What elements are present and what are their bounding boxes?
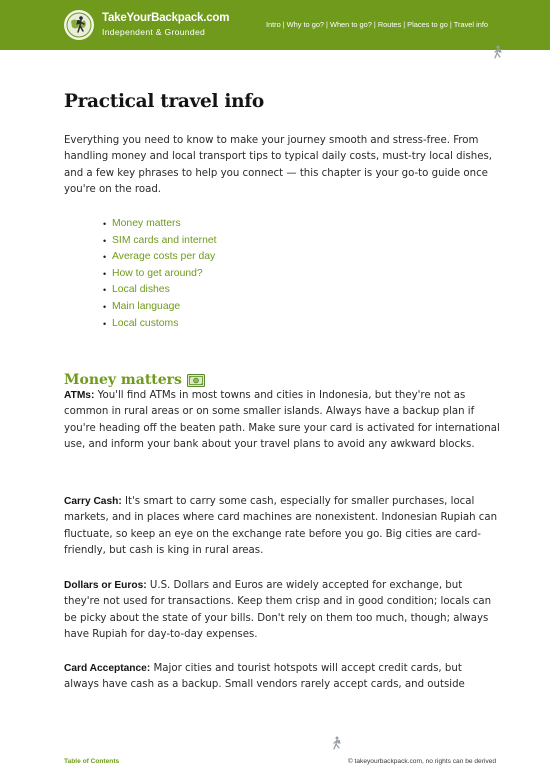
paragraph-dollars-euros [64, 578, 500, 644]
paragraph-text: It's smart to carry some cash, especially for smaller purchases, local markets, and in places where card machines are nonexistent. Indonesian Rupiah can fluctuate, so keep an eye on the exchange rate before you go. Big cities are card-friendly, but cash is king in rural areas. [64, 496, 498, 557]
toc-link-average-costs[interactable]: Average costs per day [112, 251, 216, 263]
toc-item [103, 299, 217, 316]
table-of-contents-link[interactable]: Table of Contents [64, 758, 120, 765]
toc-item [103, 249, 217, 266]
nav-when-to-go[interactable]: When to go? [329, 20, 372, 29]
bullet-icon: • [103, 285, 107, 296]
intro-paragraph: Everything you need to know to make your journey smooth and stress-free. From handling money and local transport tips to typical daily costs, must-try local dishes, and a few key phrases to help you connect — this chapter is your go-to guide once you're on the road. [64, 135, 493, 196]
bullet-icon: • [103, 235, 107, 246]
paragraph-carry-cash [64, 494, 500, 560]
toc-item [103, 282, 217, 299]
nav-places-to-go[interactable]: Places to go [407, 20, 448, 29]
toc-link-sim-cards[interactable]: SIM cards and internet [112, 234, 217, 246]
paragraph-text: U.S. Dollars and Euros are widely accepted for exchange, but they're not used for transactions. Keep them crisp and in good condition; locals can be picky about the state of your bills. Don't rely on them too much, though; always have Rupiah for day-to-day expenses. [64, 580, 492, 641]
toc-item [103, 266, 217, 283]
site-logo[interactable] [64, 10, 229, 40]
paragraph-lead: ATMs: [64, 390, 95, 401]
paragraph-lead: Carry Cash: [64, 496, 122, 507]
section-title: Money matters [64, 372, 182, 388]
chapter-toc [103, 216, 217, 332]
toc-link-money-matters[interactable]: Money matters [112, 218, 181, 229]
page-title: Practical travel info [64, 91, 264, 112]
toc-link-get-around[interactable]: How to get around? [112, 267, 203, 279]
toc-item [103, 316, 217, 333]
toc-link-local-dishes[interactable]: Local dishes [112, 284, 170, 296]
toc-link-main-language[interactable]: Main language [112, 300, 181, 312]
bullet-icon: • [103, 268, 107, 279]
paragraph-lead: Dollars or Euros: [64, 580, 147, 591]
header-bar [0, 0, 550, 50]
nav-routes[interactable]: Routes [377, 20, 402, 29]
nav-separator: | [282, 20, 285, 29]
money-icon [187, 374, 205, 387]
nav-separator: | [403, 20, 406, 29]
logo-brand-text: TakeYourBackpack.com [102, 12, 230, 25]
bullet-icon: • [103, 252, 107, 263]
nav-intro[interactable]: Intro [265, 20, 281, 29]
nav-why-to-go[interactable]: Why to go? [286, 20, 325, 29]
bullet-icon: • [103, 318, 107, 329]
paragraph-atms [64, 388, 500, 454]
nav-travel-info[interactable]: Travel info [453, 20, 488, 29]
bullet-icon: • [103, 301, 107, 312]
toc-item [103, 216, 217, 233]
toc-item [103, 233, 217, 250]
nav-separator: | [373, 20, 376, 29]
paragraph-text: You'll find ATMs in most towns and cities in Indonesia, but they're not as common in rural areas or on some smaller islands. Always have a backup plan if you're heading off the beaten path. Make sure your card is activated for international use, and inform your bank about your travel plans to avoid any awkward blocks. [64, 390, 500, 451]
top-navigation [266, 20, 488, 29]
hiker-icon [492, 44, 504, 63]
nav-separator: | [449, 20, 452, 29]
section-heading [64, 372, 205, 388]
paragraph-lead: Card Acceptance: [64, 663, 151, 674]
globe-hiker-icon [64, 10, 94, 40]
bullet-icon: • [103, 219, 107, 229]
hiker-icon [331, 735, 343, 754]
copyright-notice: © takeyourbackpack.com, no rights can be derived [347, 758, 496, 765]
toc-link-local-customs[interactable]: Local customs [112, 317, 179, 329]
paragraph-text: Major cities and tourist hotspots will accept credit cards, but always have cash as a backup. Small vendors rarely accept cards, and outside [64, 663, 465, 691]
paragraph-card-acceptance [64, 661, 500, 694]
logo-tagline: Independent & Grounded [102, 26, 206, 37]
nav-separator: | [326, 20, 328, 29]
